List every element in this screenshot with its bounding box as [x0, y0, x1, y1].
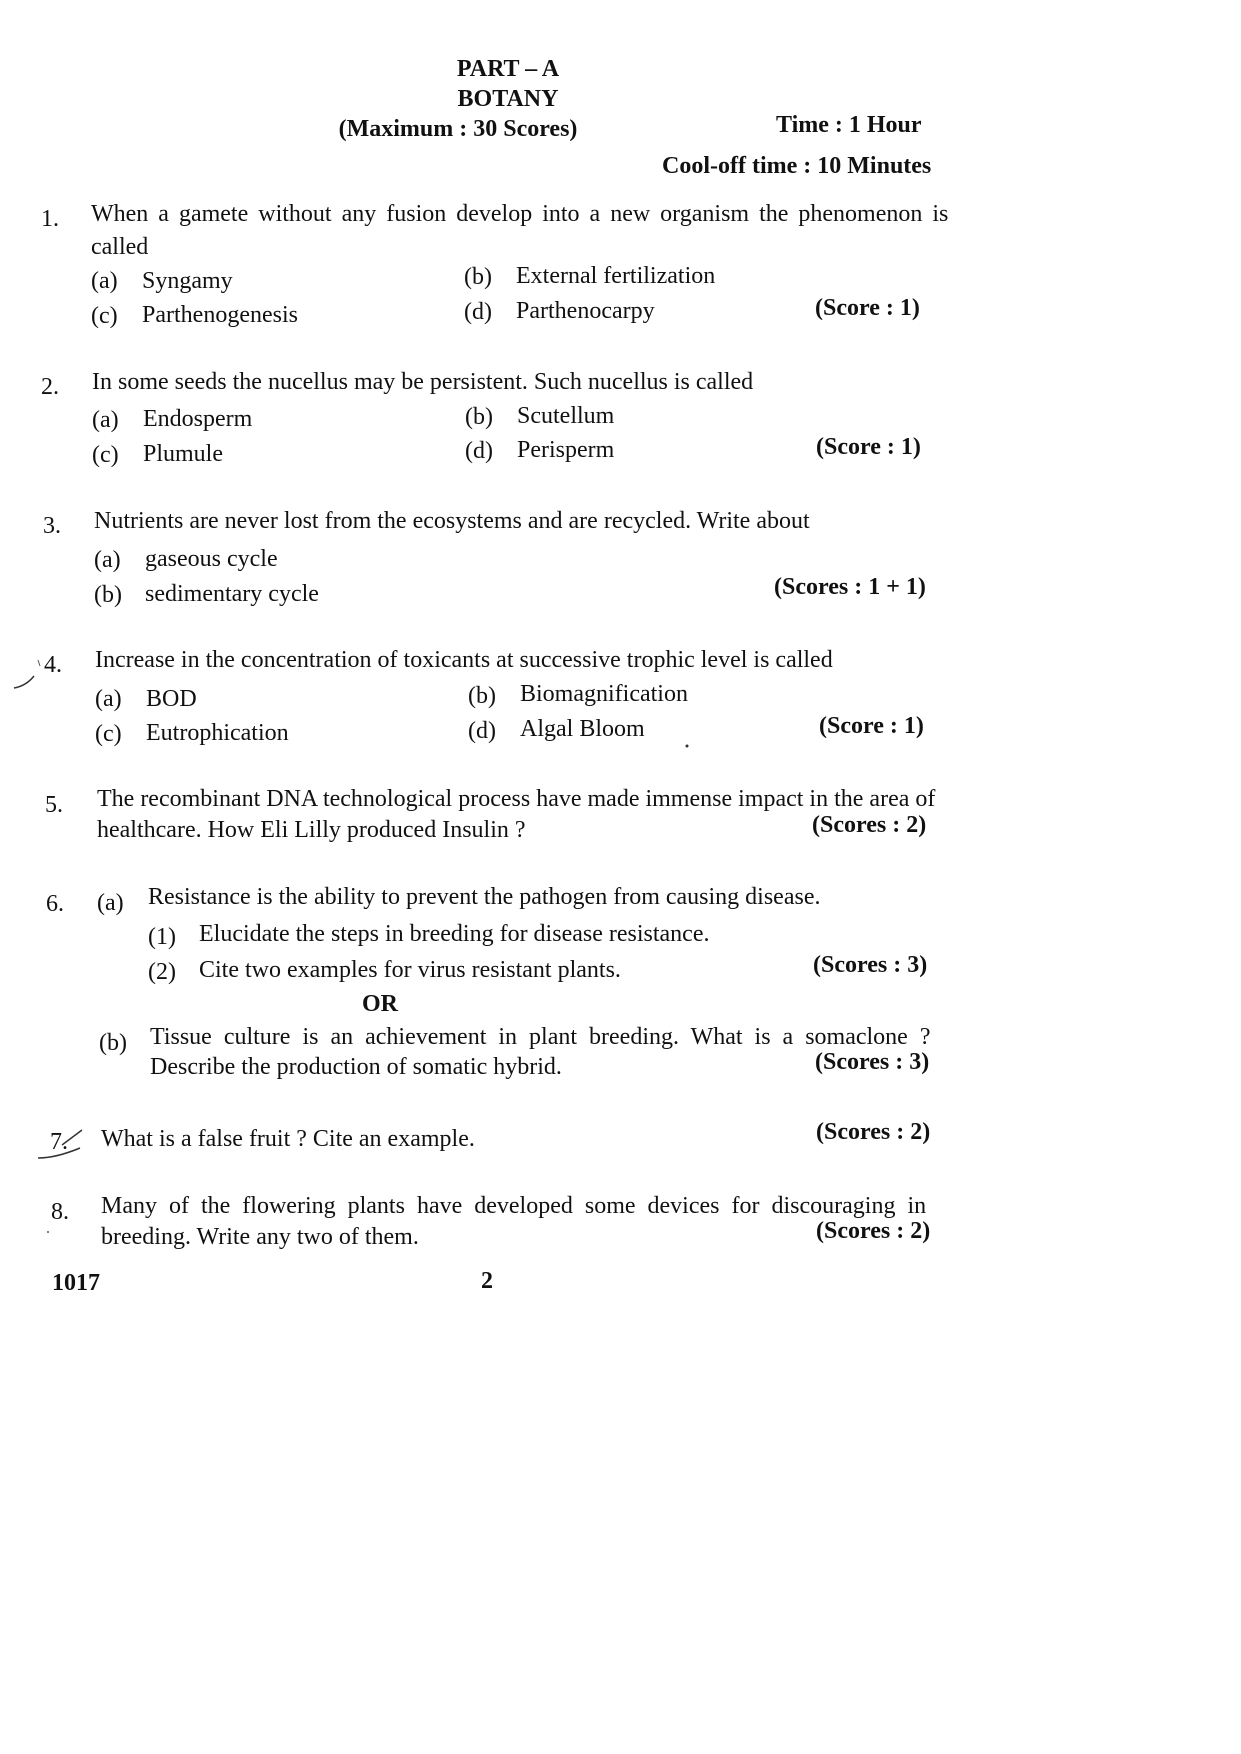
pen-tick-mark [62, 1130, 82, 1145]
option-label: (c) [91, 303, 118, 329]
time-limit: Time : 1 Hour [776, 112, 922, 138]
question-number: 6. [46, 891, 64, 917]
pen-tick-mark [38, 660, 40, 666]
option-text: Scutellum [517, 403, 615, 429]
question-text: When a gamete without any fusion develop into a new organism the phenomenon is [91, 201, 949, 227]
question-text: What is a false fruit ? Cite an example. [101, 1126, 475, 1152]
sub-question-label: (2) [148, 959, 176, 985]
option-text: Parthenocarpy [516, 298, 655, 324]
question-text: The recombinant DNA technological process have made immense impact in the area of [97, 786, 936, 812]
score-label: (Scores : 2) [816, 1119, 931, 1145]
option-label: (d) [465, 438, 493, 464]
option-text: External fertilization [516, 263, 716, 289]
question-number: 2. [41, 374, 59, 400]
option-text: Biomagnification [520, 681, 688, 707]
option-text: Algal Bloom [520, 716, 645, 742]
question-text: Increase in the concentration of toxicants at successive trophic level is called [95, 647, 833, 673]
paper-code: 1017 [52, 1270, 100, 1296]
question-text: Resistance is the ability to prevent the pathogen from causing disease. [148, 884, 821, 910]
part-heading: PART – A [456, 56, 560, 82]
option-label: (d) [468, 718, 496, 744]
score-label: (Scores : 2) [816, 1218, 931, 1244]
option-text: Parthenogenesis [142, 302, 298, 328]
question-text: called [91, 234, 149, 260]
page-number: 2 [481, 1268, 493, 1294]
pen-dot [47, 1231, 49, 1233]
option-text: gaseous cycle [145, 546, 278, 572]
part-label: (b) [99, 1030, 127, 1056]
pen-tick-mark [38, 1148, 80, 1158]
option-label: (b) [464, 264, 492, 290]
question-text: In some seeds the nucellus may be persistent. Such nucellus is called [92, 369, 754, 395]
option-label: (b) [465, 404, 493, 430]
sub-question-label: (1) [148, 924, 176, 950]
pen-tick-mark [14, 676, 34, 688]
question-number: 4. [44, 652, 62, 678]
option-label: (b) [468, 683, 496, 709]
option-text: Perisperm [517, 437, 615, 463]
pen-dot [686, 745, 689, 748]
question-text: breeding. Write any two of them. [101, 1224, 419, 1250]
maximum-scores: (Maximum : 30 Scores) [338, 116, 578, 142]
question-text: healthcare. How Eli Lilly produced Insulin ? [97, 817, 526, 843]
option-label: (d) [464, 299, 492, 325]
option-text: Endosperm [143, 406, 253, 432]
question-text: Many of the flowering plants have developed some devices for discouraging in [101, 1193, 927, 1219]
question-number: 3. [43, 513, 61, 539]
score-label: (Scores : 1 + 1) [774, 574, 926, 600]
option-text: Syngamy [142, 268, 233, 294]
sub-question-text: Cite two examples for virus resistant plants. [199, 957, 621, 983]
subject-heading: BOTANY [457, 86, 559, 112]
option-label: (a) [95, 686, 122, 712]
question-text: Describe the production of somatic hybrid. [150, 1054, 562, 1080]
or-separator: OR [362, 991, 398, 1017]
question-number: 7. [50, 1129, 68, 1155]
option-label: (a) [91, 268, 118, 294]
option-label: (a) [92, 407, 119, 433]
question-number: 8. [51, 1199, 69, 1225]
part-label: (a) [97, 890, 124, 916]
option-label: (a) [94, 547, 121, 573]
score-label: (Score : 1) [815, 295, 920, 321]
question-text: Nutrients are never lost from the ecosystems and are recycled. Write about [94, 508, 810, 534]
option-text: Plumule [143, 441, 224, 467]
option-label: (b) [94, 582, 122, 608]
score-label: (Score : 1) [819, 713, 924, 739]
score-label: (Scores : 2) [812, 812, 927, 838]
score-label: (Score : 1) [816, 434, 921, 460]
option-label: (c) [92, 442, 119, 468]
question-number: 5. [45, 792, 63, 818]
option-label: (c) [95, 721, 122, 747]
question-text: Tissue culture is an achievement in plant breeding. What is a somaclone ? [150, 1024, 931, 1050]
score-label: (Scores : 3) [815, 1049, 930, 1075]
option-text: Eutrophication [146, 720, 289, 746]
sub-question-text: Elucidate the steps in breeding for disease resistance. [199, 921, 710, 947]
question-number: 1. [41, 206, 59, 232]
score-label: (Scores : 3) [813, 952, 928, 978]
option-text: sedimentary cycle [145, 581, 319, 607]
cool-off-time: Cool-off time : 10 Minutes [662, 153, 932, 179]
option-text: BOD [146, 686, 197, 712]
